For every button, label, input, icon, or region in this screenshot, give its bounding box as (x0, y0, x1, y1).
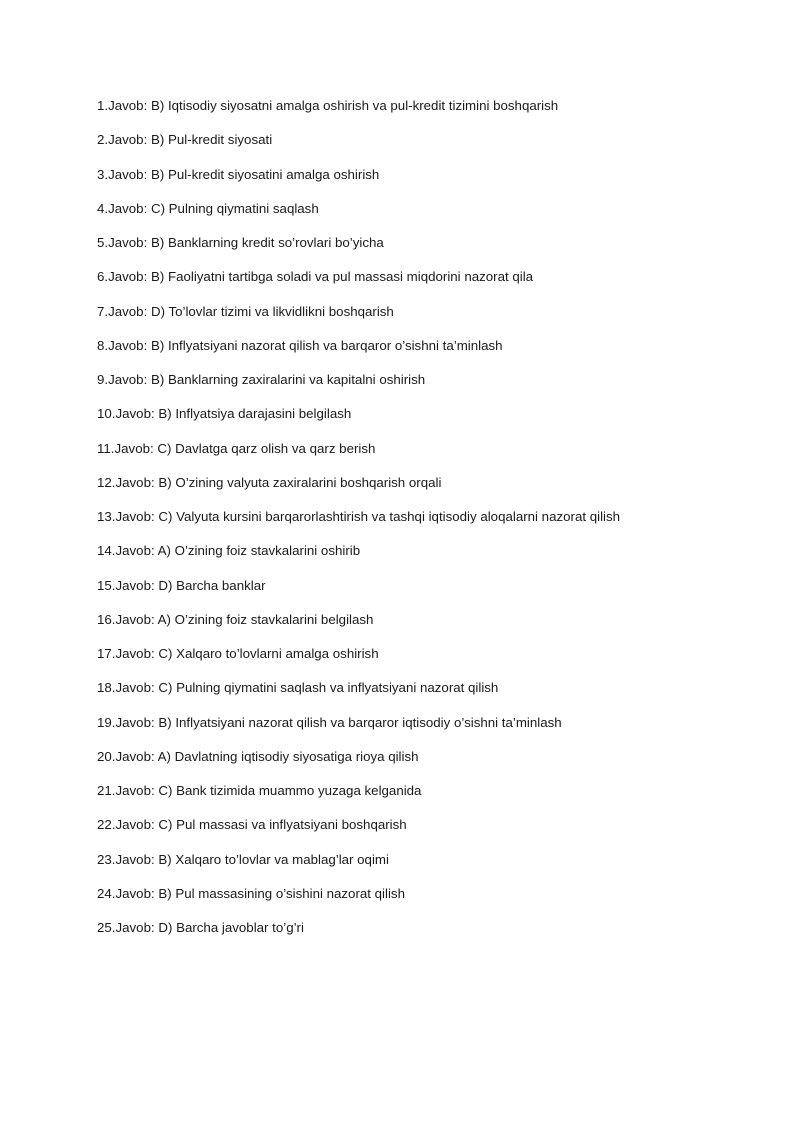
answer-line: 13.Javob: C) Valyuta kursini barqarorlashtirish va tashqi iqtisodiy aloqalarni nazorat qilish (97, 509, 621, 524)
answer-line: 9.Javob: B) Banklarning zaxiralarini va kapitalni oshirish (97, 372, 426, 387)
answer-line: 1.Javob: B) Iqtisodiy siyosatni amalga oshirish va pul-kredit tizimini boshqarish (97, 98, 559, 113)
answer-line: 6.Javob: B) Faoliyatni tartibga soladi va pul massasi miqdorini nazorat qila (97, 269, 534, 285)
answer-line: 3.Javob: B) Pul-kredit siyosatini amalga oshirish (97, 166, 380, 182)
answer-line: 17.Javob: C) Xalqaro to’lovlarni amalga oshirish (97, 646, 379, 661)
answer-line: 18.Javob: C) Pulning qiymatini saqlash va inflyatsiyani nazorat qilish (97, 680, 499, 696)
answer-line: 5.Javob: B) Banklarning kredit so’rovlari bo’yicha (97, 235, 384, 250)
answer-line: 25.Javob: D) Barcha javoblar to’g’ri (97, 920, 304, 935)
answer-line: 12.Javob: B) O’zining valyuta zaxiralarini boshqarish orqali (97, 474, 442, 490)
answer-line: 8.Javob: B) Inflyatsiyani nazorat qilish va barqaror o’sishni ta’minlash (97, 337, 503, 353)
answer-list (97, 96, 757, 952)
answer-line: 24.Javob: B) Pul massasining o’sishini nazorat qilish (97, 885, 405, 901)
answer-line: 23.Javob: B) Xalqaro to’lovlar va mablag’lar oqimi (97, 851, 389, 867)
answer-line: 7.Javob: D) To’lovlar tizimi va likvidlikni boshqarish (97, 303, 394, 319)
answer-line: 20.Javob: A) Davlatning iqtisodiy siyosatiga rioya qilish (97, 748, 419, 764)
answer-line: 2.Javob: B) Pul-kredit siyosati (97, 132, 273, 148)
answer-line: 19.Javob: B) Inflyatsiyani nazorat qilish va barqaror iqtisodiy o’sishni ta’minlash (97, 714, 562, 730)
answer-line: 4.Javob: C) Pulning qiymatini saqlash (97, 200, 319, 216)
answer-line: 14.Javob: A) O’zining foiz stavkalarini oshirib (97, 543, 361, 559)
answer-line: 22.Javob: C) Pul massasi va inflyatsiyani boshqarish (97, 817, 407, 833)
answer-line: 21.Javob: C) Bank tizimida muammo yuzaga kelganida (97, 783, 422, 798)
answer-line: 10.Javob: B) Inflyatsiya darajasini belgilash (97, 406, 352, 422)
answer-line: 15.Javob: D) Barcha banklar (97, 577, 266, 593)
answer-line: 11.Javob: C) Davlatga qarz olish va qarz berish (97, 440, 376, 456)
answer-line: 16.Javob: A) O’zining foiz stavkalarini belgilash (97, 611, 374, 627)
